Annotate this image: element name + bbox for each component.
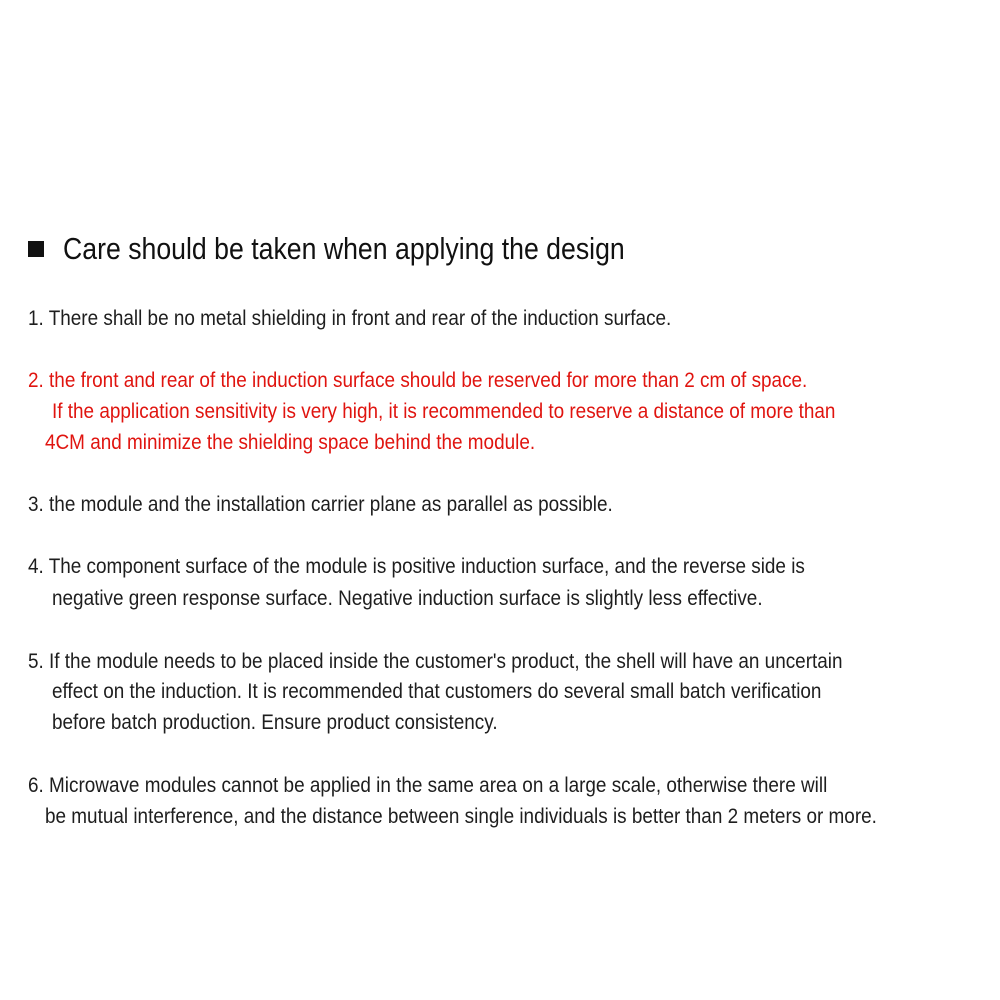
item-5-line-1: 5. If the module needs to be placed inside the customer's product, the shell will have an uncertain bbox=[28, 649, 843, 673]
item-2-line-2: If the application sensitivity is very high, it is recommended to reserve a distance of more than bbox=[52, 399, 836, 423]
item-6-line-1: 6. Microwave modules cannot be applied in the same area on a large scale, otherwise there will bbox=[28, 773, 828, 797]
item-6-line-2: be mutual interference, and the distance between single individuals is better than 2 meters or more. bbox=[45, 804, 877, 828]
item-2-line-3: 4CM and minimize the shielding space behind the module. bbox=[45, 430, 536, 454]
item-1-line-1: 1. There shall be no metal shielding in front and rear of the induction surface. bbox=[28, 306, 672, 330]
item-3-line-1: 3. the module and the installation carrier plane as parallel as possible. bbox=[28, 492, 613, 516]
item-5-line-3: before batch production. Ensure product consistency. bbox=[52, 710, 498, 734]
item-5-line-2: effect on the induction. It is recommended that customers do several small batch verification bbox=[52, 679, 822, 703]
section-heading bbox=[28, 228, 716, 270]
item-2-line-1: 2. the front and rear of the induction surface should be reserved for more than 2 cm of space. bbox=[28, 368, 808, 392]
black-square-bullet-icon bbox=[28, 241, 44, 257]
heading-title: Care should be taken when applying the design bbox=[63, 231, 625, 266]
item-4-line-1: 4. The component surface of the module is positive induction surface, and the reverse side is bbox=[28, 554, 805, 578]
item-4-line-2: negative green response surface. Negative induction surface is slightly less effective. bbox=[52, 586, 763, 610]
